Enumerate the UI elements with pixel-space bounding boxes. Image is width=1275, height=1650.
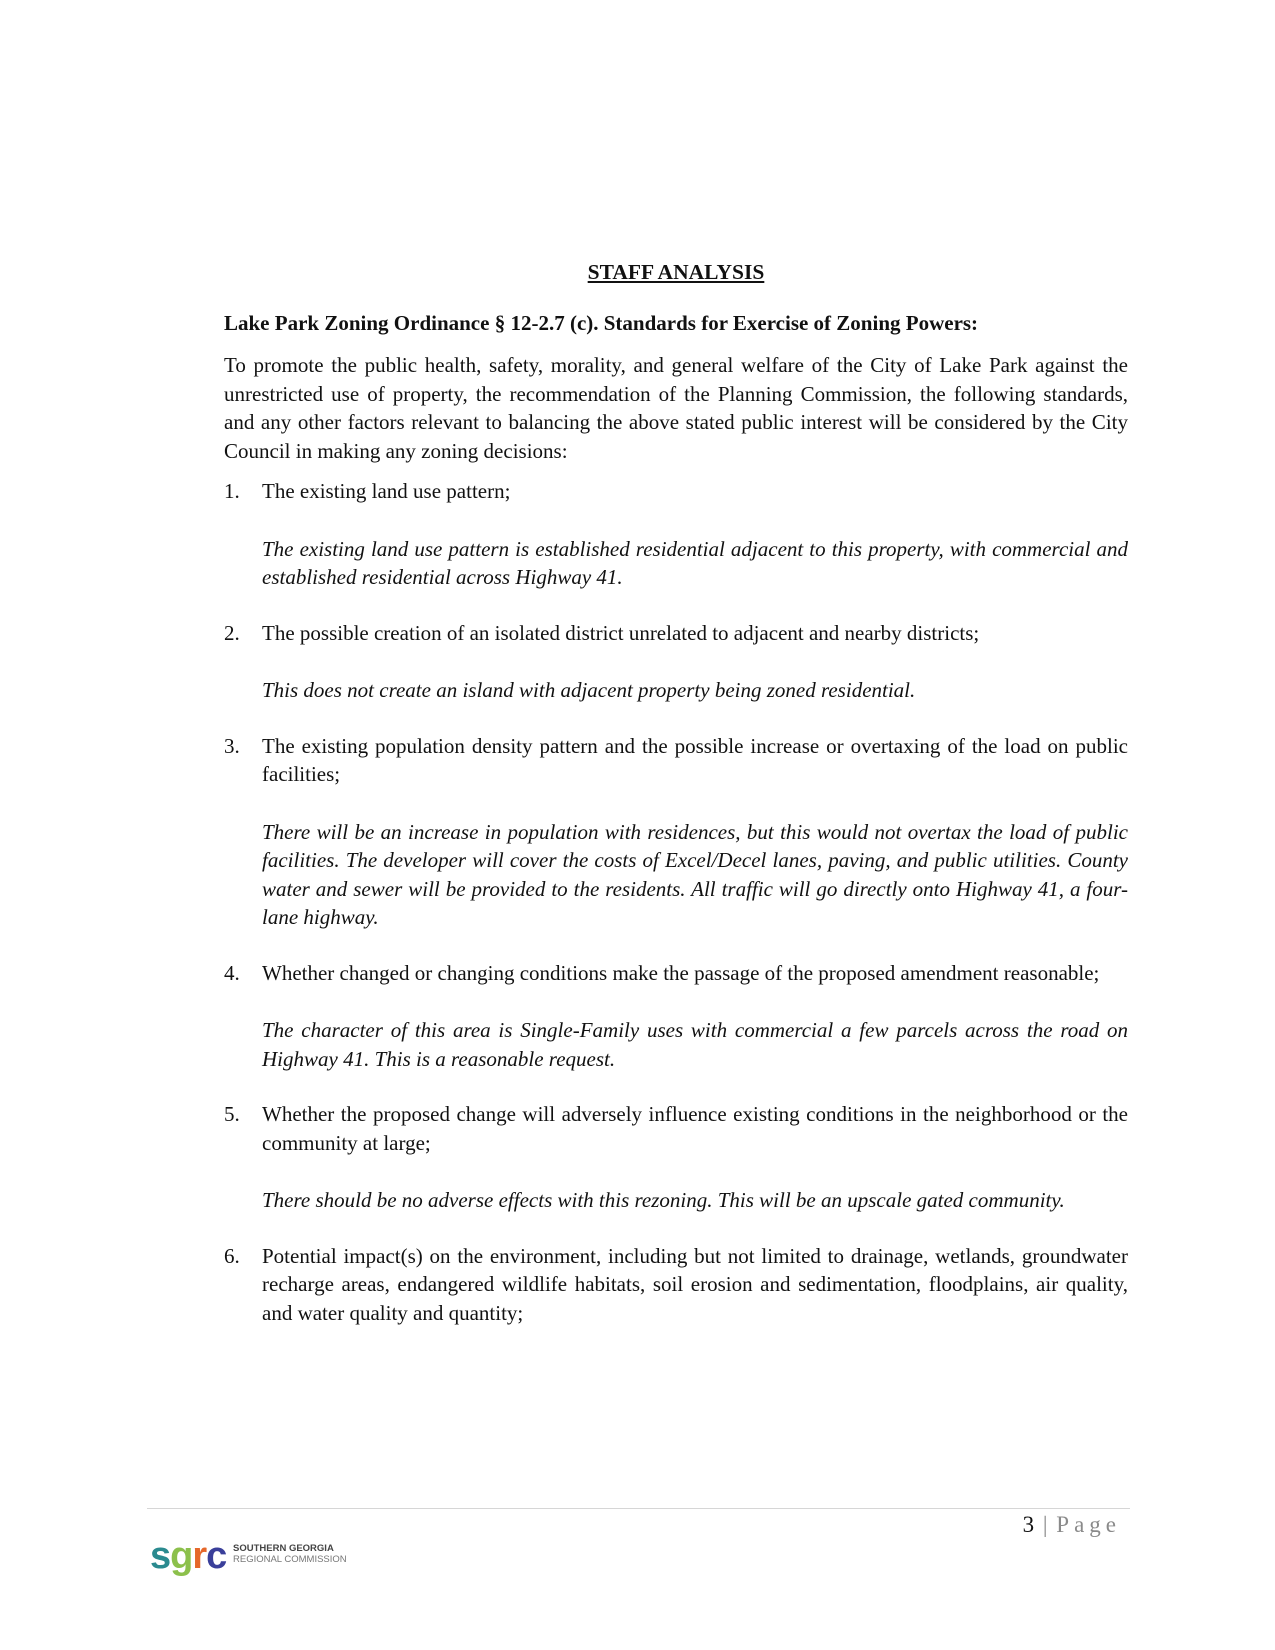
- logo-letter: s: [150, 1535, 171, 1577]
- section-heading: Lake Park Zoning Ordinance § 12-2.7 (c). Standards for Exercise of Zoning Powers:: [224, 310, 979, 335]
- footer-divider: [147, 1508, 1130, 1509]
- logo-letter: c: [206, 1535, 227, 1577]
- sgrc-logo-mark: [150, 1535, 230, 1579]
- item-number: 3.: [224, 733, 240, 758]
- sgrc-logo: [150, 1535, 350, 1579]
- item-analysis: There should be no adverse effects with this rezoning. This will be an upscale gated community.: [262, 1188, 1065, 1212]
- page-number-separator: |: [1042, 1512, 1048, 1537]
- item-text: Whether the proposed change will adversely influence existing conditions in the neighborhood or the community at large;: [262, 1102, 1128, 1155]
- list-item: [224, 732, 1128, 932]
- list-item: [224, 1100, 1128, 1215]
- item-text: Whether changed or changing conditions make the passage of the proposed amendment reasonable;: [262, 960, 1100, 985]
- page-word: Page: [1056, 1512, 1121, 1537]
- list-item: [224, 477, 1128, 592]
- item-analysis: This does not create an island with adjacent property being zoned residential.: [262, 678, 916, 702]
- item-number: 6.: [224, 1243, 240, 1268]
- logo-line-1: SOUTHERN GEORGIA: [233, 1543, 334, 1554]
- item-analysis: The character of this area is Single-Family uses with commercial a few parcels across the road on Highway 41. This is a reasonable request.: [262, 1018, 1128, 1071]
- item-number: 5.: [224, 1102, 240, 1126]
- item-number: 2.: [224, 620, 240, 645]
- intro-paragraph: To promote the public health, safety, morality, and general welfare of the City of Lake Park against the unrestricted use of property, the recommendation of the Planning Commission, the following standards, and any other factors relevant to balancing the above stated public interest will be considered by the City Council in making any zoning decisions:: [224, 353, 1128, 463]
- logo-letter: g: [170, 1535, 193, 1577]
- sgrc-logo-text: [233, 1543, 347, 1565]
- page-number: [1023, 1512, 1121, 1538]
- document-title: STAFF ANALYSIS: [587, 260, 765, 284]
- item-number: 4.: [224, 960, 240, 985]
- logo-letter: r: [192, 1535, 207, 1577]
- list-item: [224, 959, 1128, 1074]
- logo-line-2: REGIONAL COMMISSION: [233, 1554, 347, 1565]
- standards-list: [224, 477, 1128, 1327]
- item-text: The possible creation of an isolated district unrelated to adjacent and nearby districts;: [262, 620, 980, 645]
- item-analysis: There will be an increase in population with residences, but this would not overtax the load of public facilities. The developer will cover the costs of Excel/Decel lanes, paving, and public utilities. County water and sewer will be provided to the residents. All traffic will go directly onto Highway 41, a four-lane highway.: [262, 819, 1128, 929]
- item-text: Potential impact(s) on the environment, including but not limited to drainage, wetlands, groundwater recharge areas, endangered wildlife habitats, soil erosion and sedimentation, floodplains, air quality, and water quality and quantity;: [262, 1243, 1128, 1325]
- document-body: [224, 258, 1128, 1327]
- svg-text:sgrc: [150, 1535, 227, 1577]
- item-analysis: The existing land use pattern is established residential adjacent to this property, with commercial and established residential across Highway 41.: [262, 536, 1128, 589]
- list-item: [224, 619, 1128, 705]
- item-text: The existing land use pattern;: [262, 479, 511, 503]
- page-number-value: 3: [1022, 1512, 1035, 1537]
- item-number: 1.: [224, 479, 240, 503]
- item-text: The existing population density pattern and the possible increase or overtaxing of the load on public facilities;: [262, 733, 1128, 786]
- list-item: [224, 1242, 1128, 1328]
